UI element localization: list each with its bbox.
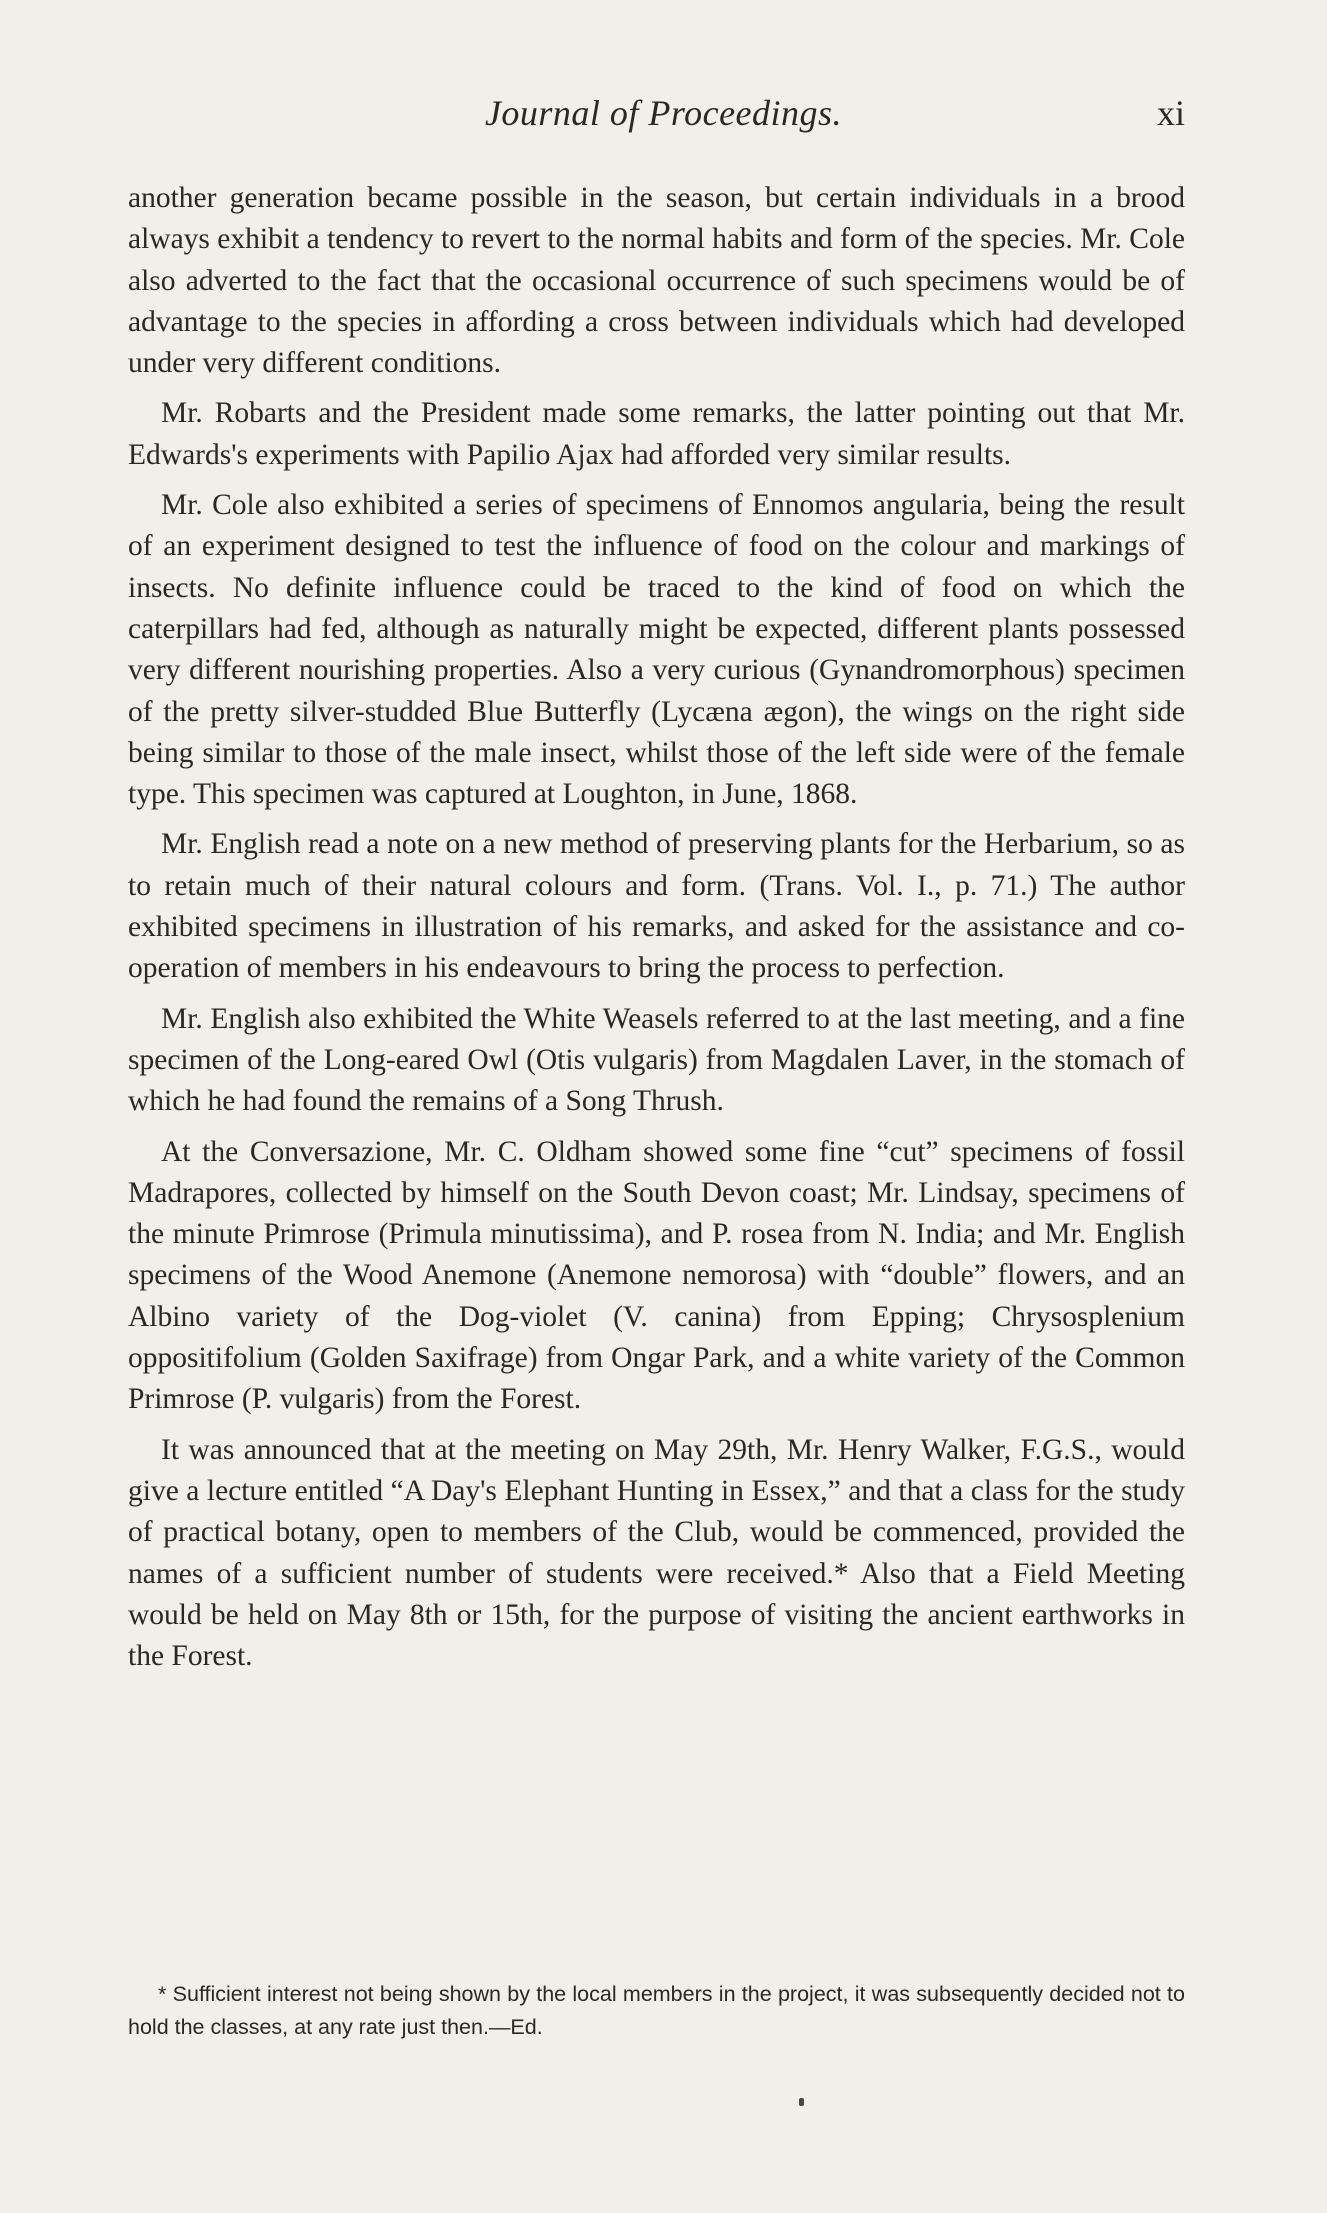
- page-number: xi: [1156, 93, 1185, 133]
- footnote: * Sufficient interest not being shown by the local members in the project, it was subsequently decided not to hold the classes, at any rate just then.—Ed.: [128, 1982, 1185, 2039]
- paragraph-continuation: another generation became possible in the season, but certain individuals in a brood always exhibit a tendency to revert to the normal habits and form of the species. Mr. Cole also adverted to the fact that the occasional occurrence of such specimens would be of advantage to the species in affording a cross between individuals which had developed under very different conditions.: [128, 182, 1185, 380]
- running-title: Journal of Proceedings.: [484, 93, 843, 133]
- paragraph-robarts-remarks: Mr. Robarts and the President made some remarks, the latter pointing out that Mr. Edwards's experiments with Papilio Ajax had afforded very similar results.: [128, 397, 1185, 471]
- page-header: [0, 92, 1327, 142]
- paragraph-ennomos-specimens: Mr. Cole also exhibited a series of specimens of Ennomos angularia, being the result of an experiment designed to test the influence of food on the colour and markings of insects. No definite influence could be traced to the kind of food on which the caterpillars had fed, although as naturally might be expected, different plants possessed very different nourishing properties. Also a very curious (Gynandromorphous) specimen of the pretty silver-studded Blue Butterfly (Lycæna ægon), the wings on the right side being similar to those of the male insect, whilst those of the left side were of the female type. This specimen was captured at Loughton, in June, 1868.: [128, 489, 1185, 811]
- paragraph-conversazione: At the Conversazione, Mr. C. Oldham showed some fine “cut” specimens of fossil Madrapores, collected by himself on the South Devon coast; Mr. Lindsay, specimens of the minute Primrose (Primula minutissima), and P. rosea from N. India; and Mr. English specimens of the Wood Anemone (Anemone nemorosa) with “double” flowers, and an Albino variety of the Dog-violet (V. canina) from Epping; Chrysosplenium oppositifolium (Golden Saxifrage) from Ongar Park, and a white variety of the Common Primrose (P. vulgaris) from the Forest.: [128, 1135, 1185, 1416]
- paragraph-herbarium-method: Mr. English read a note on a new method of preserving plants for the Herbarium, so as to retain much of their natural colours and form. (Trans. Vol. I., p. 71.) The author exhibited specimens in illustration of his remarks, and asked for the assistance and co-operation of members in his endeavours to bring the process to perfection.: [128, 828, 1185, 985]
- ink-speck: [799, 2098, 804, 2106]
- body-text: [128, 178, 1185, 1679]
- paragraph-white-weasels: Mr. English also exhibited the White Weasels referred to at the last meeting, and a fine specimen of the Long-eared Owl (Otis vulgaris) from Magdalen Laver, in the stomach of which he had found the remains of a Song Thrush.: [128, 1002, 1185, 1118]
- paragraph-announcement: It was announced that at the meeting on May 29th, Mr. Henry Walker, F.G.S., would give a lecture entitled “A Day's Elephant Hunting in Essex,” and that a class for the study of practical botany, open to members of the Club, would be commenced, provided the names of a sufficient number of students were received.* Also that a Field Meeting would be held on May 8th or 15th, for the purpose of visiting the ancient earthworks in the Forest.: [128, 1433, 1185, 1673]
